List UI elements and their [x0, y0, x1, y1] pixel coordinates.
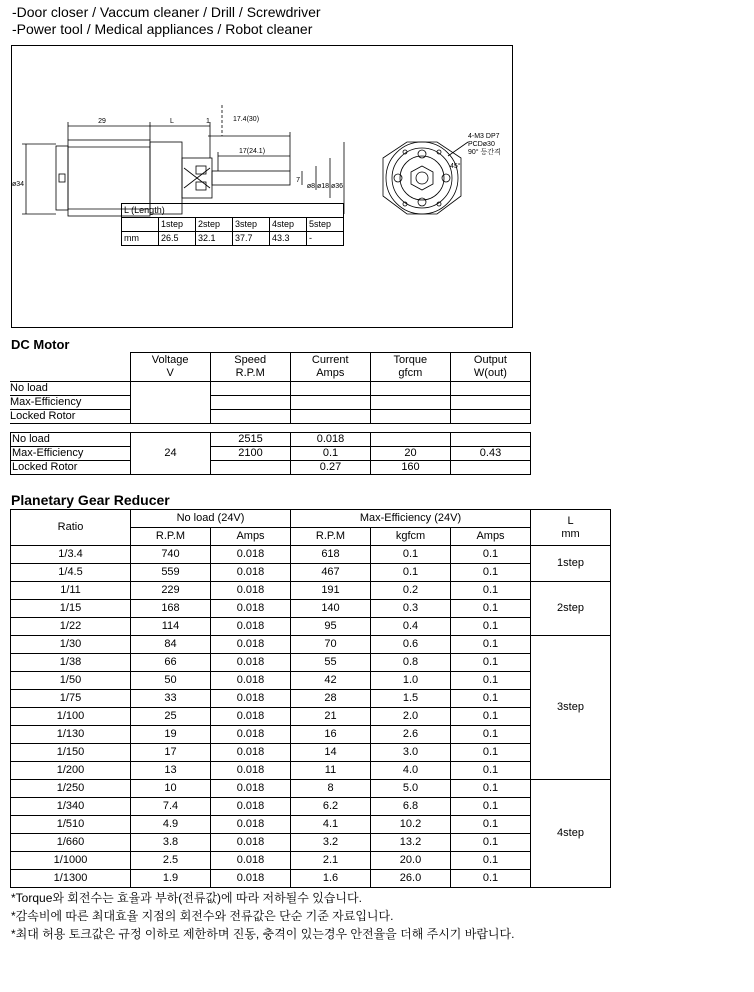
dc-locked-speed — [211, 461, 291, 475]
gear-cell-max-eff-amps: 0.1 — [451, 744, 531, 762]
dc-header-output: Output W(out) — [450, 353, 530, 382]
gear-sub-amps-2: Amps — [451, 528, 531, 546]
dim-1: 1 — [206, 118, 210, 125]
gear-cell-max-eff-amps: 0.1 — [451, 726, 531, 744]
callout-line-3: 90° 등간격 — [468, 149, 501, 156]
gear-cell-no-load-rpm: 33 — [131, 690, 211, 708]
gear-sub-amps-1: Amps — [211, 528, 291, 546]
gear-cell-max-eff-amps: 0.1 — [451, 780, 531, 798]
gear-cell-no-load-amps: 0.018 — [211, 726, 291, 744]
gear-cell-max-eff-amps: 0.1 — [451, 798, 531, 816]
gear-cell-no-load-rpm: 1.9 — [131, 870, 211, 888]
gear-cell-no-load-rpm: 559 — [131, 564, 211, 582]
gear-cell-max-eff-kgfcm: 6.8 — [371, 798, 451, 816]
gear-table-row — [11, 546, 611, 564]
gear-table-row — [11, 582, 611, 600]
gear-cell-max-eff-kgfcm: 26.0 — [371, 870, 451, 888]
gear-cell-step: 2step — [531, 582, 611, 636]
gear-cell-max-eff-rpm: 95 — [291, 618, 371, 636]
gear-cell-ratio: 1/130 — [11, 726, 131, 744]
gear-table-row — [11, 780, 611, 798]
dc-row-label-a2: Max-Efficiency — [10, 395, 130, 409]
gear-cell-no-load-rpm: 19 — [131, 726, 211, 744]
gear-cell-no-load-amps: 0.018 — [211, 636, 291, 654]
gear-cell-max-eff-amps: 0.1 — [451, 852, 531, 870]
gear-cell-no-load-amps: 0.018 — [211, 744, 291, 762]
dc-no-load-speed: 2515 — [211, 433, 291, 447]
gear-cell-ratio: 1/30 — [11, 636, 131, 654]
gear-cell-max-eff-kgfcm: 2.0 — [371, 708, 451, 726]
gear-cell-max-eff-rpm: 4.1 — [291, 816, 371, 834]
gear-cell-ratio: 1/250 — [11, 780, 131, 798]
length-table — [121, 203, 344, 246]
gear-cell-max-eff-kgfcm: 2.6 — [371, 726, 451, 744]
gear-cell-max-eff-kgfcm: 1.5 — [371, 690, 451, 708]
gear-cell-max-eff-amps: 0.1 — [451, 618, 531, 636]
length-table-title: L (Length) — [122, 204, 344, 218]
gear-sub-rpm-2: R.P.M — [291, 528, 371, 546]
dc-header-current: Current Amps — [290, 353, 370, 382]
gear-table-row — [11, 852, 611, 870]
gear-cell-ratio: 1/50 — [11, 672, 131, 690]
output-shaft — [212, 171, 290, 185]
gear-cell-max-eff-amps: 0.1 — [451, 546, 531, 564]
gear-cell-max-eff-rpm: 140 — [291, 600, 371, 618]
gear-cell-step: 4step — [531, 780, 611, 888]
dc-locked-current: 0.27 — [291, 461, 371, 475]
gear-cell-ratio: 1/1000 — [11, 852, 131, 870]
dim-8: ø8 — [306, 183, 315, 190]
gear-table-row — [11, 654, 611, 672]
dc-no-load-current: 0.018 — [291, 433, 371, 447]
gearbox-front-view — [383, 142, 468, 214]
gear-cell-no-load-rpm: 66 — [131, 654, 211, 672]
gear-cell-max-eff-kgfcm: 4.0 — [371, 762, 451, 780]
notes — [11, 889, 514, 943]
gear-cell-no-load-amps: 0.018 — [211, 834, 291, 852]
gear-cell-ratio: 1/510 — [11, 816, 131, 834]
gear-cell-no-load-amps: 0.018 — [211, 870, 291, 888]
gear-cell-max-eff-rpm: 16 — [291, 726, 371, 744]
gear-reducer-title: Planetary Gear Reducer — [11, 492, 170, 508]
length-value-5: - — [307, 232, 344, 246]
gear-cell-max-eff-amps: 0.1 — [451, 816, 531, 834]
gear-sub-rpm-1: R.P.M — [131, 528, 211, 546]
gear-header-max-eff: Max-Efficiency (24V) — [291, 510, 531, 528]
dc-header-speed: Speed R.P.M — [210, 353, 290, 382]
gear-cell-no-load-rpm: 114 — [131, 618, 211, 636]
dc-no-load-output — [451, 433, 531, 447]
gear-cell-no-load-amps: 0.018 — [211, 618, 291, 636]
gear-cell-no-load-rpm: 10 — [131, 780, 211, 798]
gear-cell-step: 3step — [531, 636, 611, 780]
gear-cell-max-eff-kgfcm: 0.6 — [371, 636, 451, 654]
gear-cell-max-eff-kgfcm: 5.0 — [371, 780, 451, 798]
gear-cell-max-eff-kgfcm: 0.3 — [371, 600, 451, 618]
gear-cell-no-load-amps: 0.018 — [211, 564, 291, 582]
gear-table-row — [11, 798, 611, 816]
gear-cell-max-eff-amps: 0.1 — [451, 834, 531, 852]
length-value-1: 26.5 — [159, 232, 196, 246]
gear-cell-no-load-rpm: 229 — [131, 582, 211, 600]
note-3: *최대 허용 토크값은 규정 이하로 제한하며 진동, 충격이 있는경우 안전율을 더해 주시기 바랍니다. — [11, 927, 515, 941]
dim-18: ø18 — [316, 183, 329, 190]
dc-locked-torque: 160 — [371, 461, 451, 475]
dim-17-4: 17.4(30) — [232, 116, 260, 123]
gear-cell-no-load-rpm: 17 — [131, 744, 211, 762]
gear-cell-no-load-amps: 0.018 — [211, 654, 291, 672]
dim-17: 17(24.1) — [238, 148, 266, 155]
dc-voltage-value: 24 — [131, 433, 211, 475]
length-row-label: mm — [122, 232, 159, 246]
gear-cell-max-eff-kgfcm: 13.2 — [371, 834, 451, 852]
gear-sub-kgfcm: kgfcm — [371, 528, 451, 546]
gear-table-row — [11, 816, 611, 834]
applications-line-2: -Power tool / Medical appliances / Robot cleaner — [12, 21, 313, 37]
note-2: *감속비에 따른 최대효율 지점의 회전수와 전류값은 단순 기준 자료입니다. — [11, 909, 394, 923]
gear-cell-max-eff-kgfcm: 0.1 — [371, 546, 451, 564]
note-1: *Torque와 회전수는 효율과 부하(전류값)에 따라 저하될수 있습니다. — [11, 891, 362, 905]
gear-cell-max-eff-rpm: 28 — [291, 690, 371, 708]
angle-label: 45° — [450, 163, 461, 170]
dc-row-label-a3: Locked Rotor — [10, 409, 130, 423]
motor-terminal-block — [56, 146, 68, 210]
gear-cell-no-load-rpm: 168 — [131, 600, 211, 618]
gear-cell-max-eff-kgfcm: 20.0 — [371, 852, 451, 870]
gear-cell-ratio: 1/100 — [11, 708, 131, 726]
length-step-5: 5step — [307, 218, 344, 232]
dim-34: ø34 — [12, 181, 24, 188]
gear-cell-max-eff-amps: 0.1 — [451, 708, 531, 726]
gear-cell-max-eff-amps: 0.1 — [451, 870, 531, 888]
gear-cell-max-eff-amps: 0.1 — [451, 762, 531, 780]
motor-dimension-drawing — [11, 45, 513, 328]
gear-header-no-load: No load (24V) — [131, 510, 291, 528]
gear-cell-max-eff-rpm: 618 — [291, 546, 371, 564]
gear-cell-no-load-amps: 0.018 — [211, 600, 291, 618]
gear-cell-no-load-rpm: 740 — [131, 546, 211, 564]
gear-cell-max-eff-rpm: 8 — [291, 780, 371, 798]
gear-table-row — [11, 834, 611, 852]
gear-cell-max-eff-rpm: 42 — [291, 672, 371, 690]
dc-row-label-locked: Locked Rotor — [11, 461, 131, 475]
gear-cell-no-load-amps: 0.018 — [211, 582, 291, 600]
applications-line-1: -Door closer / Vaccum cleaner / Drill / Screwdriver — [12, 4, 321, 20]
gear-cell-no-load-amps: 0.018 — [211, 798, 291, 816]
length-value-2: 32.1 — [196, 232, 233, 246]
dc-max-eff-output: 0.43 — [451, 447, 531, 461]
gear-cell-no-load-rpm: 50 — [131, 672, 211, 690]
gear-cell-no-load-rpm: 3.8 — [131, 834, 211, 852]
gear-cell-max-eff-rpm: 21 — [291, 708, 371, 726]
gear-cell-ratio: 1/660 — [11, 834, 131, 852]
dc-locked-output — [451, 461, 531, 475]
gear-cell-max-eff-rpm: 70 — [291, 636, 371, 654]
gear-cell-max-eff-kgfcm: 1.0 — [371, 672, 451, 690]
gear-cell-max-eff-rpm: 2.1 — [291, 852, 371, 870]
gear-cell-ratio: 1/1300 — [11, 870, 131, 888]
gear-cell-no-load-amps: 0.018 — [211, 762, 291, 780]
gear-cell-no-load-amps: 0.018 — [211, 672, 291, 690]
gear-cell-ratio: 1/3.4 — [11, 546, 131, 564]
gear-cell-ratio: 1/150 — [11, 744, 131, 762]
gear-cell-max-eff-rpm: 1.6 — [291, 870, 371, 888]
gear-cell-no-load-amps: 0.018 — [211, 816, 291, 834]
dc-header-voltage: Voltage V — [130, 353, 210, 382]
gear-cell-max-eff-amps: 0.1 — [451, 654, 531, 672]
gear-cell-max-eff-kgfcm: 0.8 — [371, 654, 451, 672]
gear-cell-ratio: 1/4.5 — [11, 564, 131, 582]
length-step-1: 1step — [159, 218, 196, 232]
gear-cell-max-eff-rpm: 11 — [291, 762, 371, 780]
gear-cell-max-eff-kgfcm: 0.1 — [371, 564, 451, 582]
gear-cell-no-load-amps: 0.018 — [211, 546, 291, 564]
gear-table-row — [11, 726, 611, 744]
gear-cell-max-eff-rpm: 467 — [291, 564, 371, 582]
dc-max-eff-current: 0.1 — [291, 447, 371, 461]
gear-cell-ratio: 1/75 — [11, 690, 131, 708]
gear-cell-max-eff-kgfcm: 0.2 — [371, 582, 451, 600]
gear-cell-ratio: 1/38 — [11, 654, 131, 672]
dc-motor-header-table — [10, 352, 531, 424]
gear-cell-no-load-amps: 0.018 — [211, 852, 291, 870]
gear-cell-max-eff-amps: 0.1 — [451, 600, 531, 618]
length-value-4: 43.3 — [270, 232, 307, 246]
length-value-3: 37.7 — [233, 232, 270, 246]
gear-cell-no-load-amps: 0.018 — [211, 780, 291, 798]
gear-cell-ratio: 1/11 — [11, 582, 131, 600]
gear-cell-ratio: 1/15 — [11, 600, 131, 618]
gear-table-row — [11, 672, 611, 690]
gear-cell-max-eff-amps: 0.1 — [451, 582, 531, 600]
dc-row-label-a1: No load — [10, 381, 130, 395]
gear-header-l: L mm — [531, 510, 611, 546]
dc-row-label-max-eff: Max-Efficiency — [11, 447, 131, 461]
gear-table-row — [11, 744, 611, 762]
length-step-4: 4step — [270, 218, 307, 232]
gear-table-row — [11, 708, 611, 726]
gear-table-row — [11, 564, 611, 582]
gear-table-row — [11, 762, 611, 780]
dim-29: 29 — [98, 118, 106, 125]
gear-cell-no-load-rpm: 7.4 — [131, 798, 211, 816]
dim-l: L — [170, 118, 174, 125]
gear-cell-max-eff-amps: 0.1 — [451, 672, 531, 690]
gear-cell-max-eff-rpm: 191 — [291, 582, 371, 600]
gear-cell-max-eff-rpm: 6.2 — [291, 798, 371, 816]
gear-cell-max-eff-amps: 0.1 — [451, 564, 531, 582]
gear-cell-max-eff-rpm: 55 — [291, 654, 371, 672]
gear-cell-ratio: 1/340 — [11, 798, 131, 816]
gear-cell-max-eff-amps: 0.1 — [451, 636, 531, 654]
length-step-2: 2step — [196, 218, 233, 232]
dc-motor-data-table — [10, 432, 531, 475]
gear-table-row — [11, 618, 611, 636]
dim-7: 7 — [296, 177, 300, 184]
dim-36: ø36 — [330, 183, 343, 190]
gear-table-row — [11, 636, 611, 654]
gear-cell-max-eff-kgfcm: 0.4 — [371, 618, 451, 636]
gear-cell-no-load-amps: 0.018 — [211, 708, 291, 726]
dc-row-label-no-load: No load — [11, 433, 131, 447]
drawing-svg — [12, 46, 512, 327]
gear-table-row — [11, 870, 611, 888]
gear-cell-no-load-rpm: 4.9 — [131, 816, 211, 834]
gear-cell-step: 1step — [531, 546, 611, 582]
gear-cell-no-load-rpm: 84 — [131, 636, 211, 654]
gear-cell-max-eff-amps: 0.1 — [451, 690, 531, 708]
callout-line-2: PCDø30 — [468, 141, 495, 148]
gear-cell-ratio: 1/22 — [11, 618, 131, 636]
length-step-3: 3step — [233, 218, 270, 232]
gear-reducer-table — [10, 509, 611, 888]
gear-table-row — [11, 600, 611, 618]
dc-motor-title: DC Motor — [11, 337, 70, 352]
gear-cell-ratio: 1/200 — [11, 762, 131, 780]
gear-cell-no-load-rpm: 2.5 — [131, 852, 211, 870]
gear-cell-max-eff-kgfcm: 3.0 — [371, 744, 451, 762]
gear-cell-max-eff-rpm: 3.2 — [291, 834, 371, 852]
callout-line-1: 4-M3 DP7 — [468, 133, 500, 140]
gear-cell-max-eff-rpm: 14 — [291, 744, 371, 762]
gear-cell-no-load-amps: 0.018 — [211, 690, 291, 708]
gear-cell-max-eff-kgfcm: 10.2 — [371, 816, 451, 834]
dc-no-load-torque — [371, 433, 451, 447]
gear-cell-no-load-rpm: 25 — [131, 708, 211, 726]
gear-header-ratio: Ratio — [11, 510, 131, 546]
dc-max-eff-torque: 20 — [371, 447, 451, 461]
dc-header-torque: Torque gfcm — [370, 353, 450, 382]
dc-max-eff-speed: 2100 — [211, 447, 291, 461]
gear-cell-no-load-rpm: 13 — [131, 762, 211, 780]
gear-table-row — [11, 690, 611, 708]
